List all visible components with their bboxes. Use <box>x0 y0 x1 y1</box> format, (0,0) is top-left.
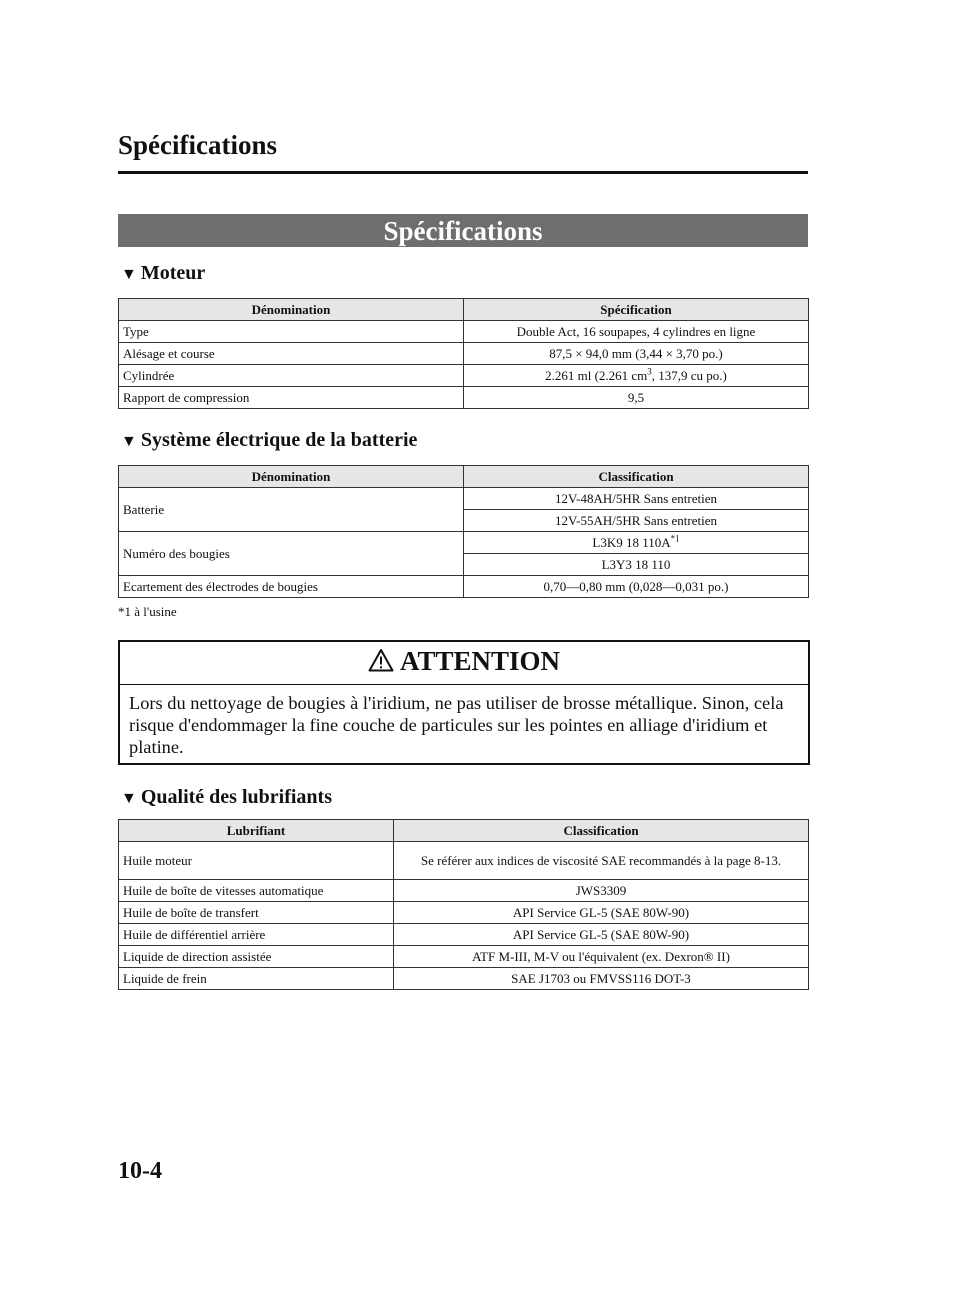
table-row <box>119 343 809 365</box>
header-rule <box>118 171 808 174</box>
table-cell: Liquide de direction assistée <box>119 946 394 968</box>
table-row <box>119 924 809 946</box>
triangle-down-icon: ▼ <box>121 266 137 283</box>
cell-text: 2.261 ml (2.261 cm <box>545 367 648 383</box>
table-cell <box>464 365 809 387</box>
table-row <box>119 880 809 902</box>
table-row <box>119 902 809 924</box>
table-cell: Huile moteur <box>119 842 394 880</box>
column-header: Classification <box>394 820 809 842</box>
cell-text: , 137,9 cu po.) <box>651 367 727 383</box>
table-row <box>119 321 809 343</box>
section-heading-lubrifiants <box>121 786 332 809</box>
page-header: Spécifications <box>118 130 277 160</box>
table-cell: Ecartement des électrodes de bougies <box>119 576 464 598</box>
table-header-row <box>119 820 809 842</box>
attention-box <box>118 640 810 765</box>
table-cell: Se référer aux indices de viscosité SAE recommandés à la page 8-13. <box>394 842 809 880</box>
table-row <box>119 488 809 510</box>
table-row <box>119 968 809 990</box>
table-row <box>119 946 809 968</box>
table-header-row <box>119 299 809 321</box>
engine-table <box>118 298 809 409</box>
table-header-row <box>119 466 809 488</box>
table-cell: Alésage et course <box>119 343 464 365</box>
table-cell: JWS3309 <box>394 880 809 902</box>
attention-title <box>120 646 808 679</box>
column-header: Dénomination <box>119 299 464 321</box>
table-cell: L3Y3 18 110 <box>464 554 809 576</box>
triangle-down-icon: ▼ <box>121 790 137 807</box>
table-cell: SAE J1703 ou FMVSS116 DOT-3 <box>394 968 809 990</box>
table-row <box>119 842 809 880</box>
lubricants-table <box>118 819 809 990</box>
warning-icon <box>368 648 394 679</box>
table-cell: Huile de boîte de vitesses automatique <box>119 880 394 902</box>
page-number: 10-4 <box>118 1158 162 1184</box>
table-cell: 9,5 <box>464 387 809 409</box>
table-row <box>119 387 809 409</box>
table-cell: API Service GL-5 (SAE 80W-90) <box>394 924 809 946</box>
section-heading-moteur <box>121 262 205 285</box>
table-cell <box>464 532 809 554</box>
superscript: 3 <box>647 366 652 377</box>
section-heading-batterie <box>121 429 417 452</box>
section-heading-text: Moteur <box>140 262 206 284</box>
table-cell: Huile de boîte de transfert <box>119 902 394 924</box>
table-cell: 87,5 × 94,0 mm (3,44 × 3,70 po.) <box>464 343 809 365</box>
table-cell: Double Act, 16 soupapes, 4 cylindres en ligne <box>464 321 809 343</box>
column-header: Lubrifiant <box>119 820 394 842</box>
attention-title-text: ATTENTION <box>399 646 561 676</box>
table-row <box>119 576 809 598</box>
column-header: Classification <box>464 466 809 488</box>
table-cell: Huile de différentiel arrière <box>119 924 394 946</box>
page-title: Spécifications <box>118 214 808 247</box>
table-cell: Batterie <box>119 488 464 532</box>
table-cell: 0,70―0,80 mm (0,028―0,031 po.) <box>464 576 809 598</box>
triangle-down-icon: ▼ <box>121 433 137 450</box>
table-row <box>119 365 809 387</box>
attention-text: Lors du nettoyage de bougies à l'iridium, ne pas utiliser de brosse métallique. Sinon, cela risque d'endommager la fine couche de particules sur les pointes en alliage d'iridium et platine. <box>129 693 784 757</box>
table-cell: Cylindrée <box>119 365 464 387</box>
table-cell: API Service GL-5 (SAE 80W-90) <box>394 902 809 924</box>
column-header: Spécification <box>464 299 809 321</box>
table-cell: 12V-48AH/5HR Sans entretien <box>464 488 809 510</box>
footnote: *1 à l'usine <box>118 604 177 619</box>
table-cell: Rapport de compression <box>119 387 464 409</box>
table-cell: Numéro des bougies <box>119 532 464 576</box>
section-heading-text: Qualité des lubrifiants <box>140 786 332 808</box>
column-header: Dénomination <box>119 466 464 488</box>
table-row <box>119 532 809 554</box>
table-cell: 12V-55AH/5HR Sans entretien <box>464 510 809 532</box>
footnote-mark: *1 <box>670 533 680 544</box>
battery-table <box>118 465 809 598</box>
cell-text: L3K9 18 110A <box>592 534 671 550</box>
attention-divider <box>120 684 808 685</box>
table-cell: Type <box>119 321 464 343</box>
table-cell: Liquide de frein <box>119 968 394 990</box>
section-heading-text: Système électrique de la batterie <box>140 429 418 451</box>
table-cell: ATF M-III, M-V ou l'équivalent (ex. Dexron® II) <box>394 946 809 968</box>
